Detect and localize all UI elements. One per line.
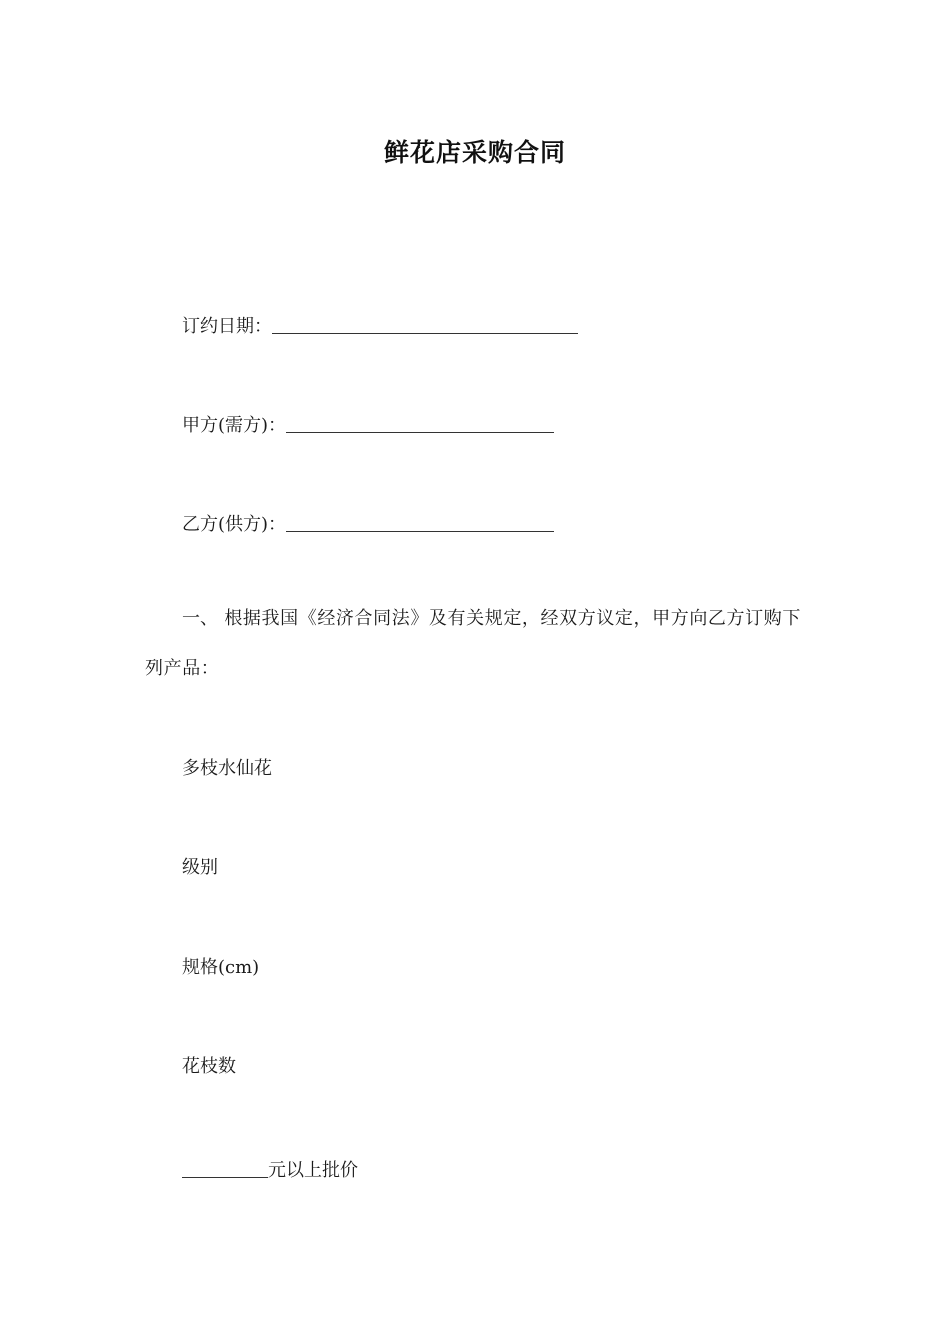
party-b-field [182,509,554,537]
signing-date-label: 订约日期： [182,316,272,337]
clause-1 [145,594,810,694]
item-grade: 级别 [182,857,218,878]
clause-1-number: 一、 [182,608,218,629]
price-field [182,1155,358,1183]
price-suffix: 元以上批价 [268,1160,358,1181]
document-title: 鲜花店采购合同 [383,138,566,167]
party-a-label: 甲方(需方)： [182,415,287,436]
party-b-blank[interactable] [286,511,554,532]
price-blank[interactable] [182,1157,268,1178]
signing-date-blank[interactable] [272,313,578,334]
signing-date-field [182,311,578,339]
item-spec: 规格(cm) [182,957,260,978]
party-a-blank[interactable] [286,412,554,433]
item-count: 花枝数 [182,1056,236,1077]
party-b-label: 乙方(供方)： [182,514,287,535]
clause-1-text: 根据我国《经济合同法》及有关规定，经双方议定，甲方向乙方订购下列产品： [145,608,801,679]
item-product: 多枝水仙花 [182,758,272,779]
party-a-field [182,410,554,438]
